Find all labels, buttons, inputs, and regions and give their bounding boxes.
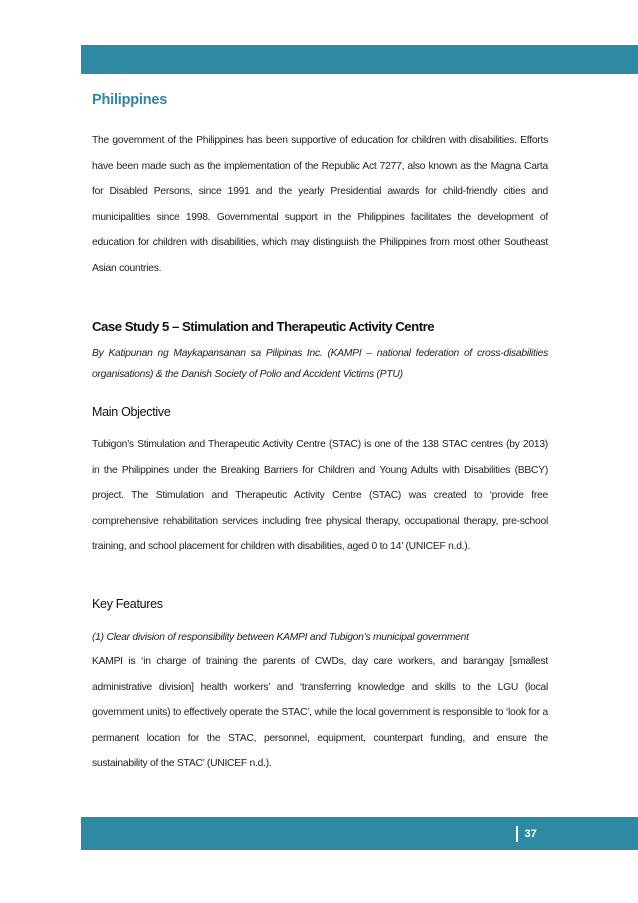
key-features-heading: Key Features <box>92 597 163 611</box>
section-heading: Philippines <box>92 92 168 108</box>
main-objective-heading: Main Objective <box>92 405 171 419</box>
page-number <box>516 826 537 842</box>
footer-band <box>81 817 638 850</box>
case-study-title: Case Study 5 – Stimulation and Therapeutic Activity Centre <box>92 319 435 334</box>
page-number-divider <box>516 826 518 842</box>
header-band <box>81 45 638 74</box>
main-objective-paragraph: Tubigon’s Stimulation and Therapeutic Activity Centre (STAC) is one of the 138 STAC centres (by 2013) in the Philippines under the Breaking Barriers for Children and Young Adults with Disabilities (BBCY) project. The Stimulation and Therapeutic Activity Centre (STAC) was created to ‘provide free comprehensive rehabilitation services including free physical therapy, occupational therapy, pre-school training, and school placement for children with disabilities, aged 0 to 14’ (UNICEF n.d.). <box>92 439 548 552</box>
section-paragraph: The government of the Philippines has been supportive of education for children with disabilities. Efforts have been made such as the implementation of the Republic Act 7277, also known as the Magna Carta for Disabled Persons, since 1991 and the yearly Presidential awards for child-friendly cities and municipalities since 1998. Governmental support in the Philippines facilitates the development of education for children with disabilities, which may distinguish the Philippines from most other Southeast Asian countries. <box>92 135 548 274</box>
case-study-byline: By Katipunan ng Maykapansanan sa Pilipinas Inc. (KAMPI – national federation of cross-disabilities organisations) & the Danish Society of Polio and Accident Victims (PTU) <box>92 348 548 380</box>
key-features-paragraph: KAMPI is ‘in charge of training the parents of CWDs, day care workers, and barangay [smallest administrative division] health workers’ and ‘transferring knowledge and skills to the LGU (local government units) to effectively operate the STAC’, while the local government is responsible to ‘look for a permanent location for the STAC, personnel, equipment, counterpart funding, and ensure the sustainability of the STAC’ (UNICEF n.d.). <box>92 656 548 769</box>
page-number-text: 37 <box>524 828 537 840</box>
key-features-subheading: (1) Clear division of responsibility between KAMPI and Tubigon’s municipal government <box>92 632 469 643</box>
